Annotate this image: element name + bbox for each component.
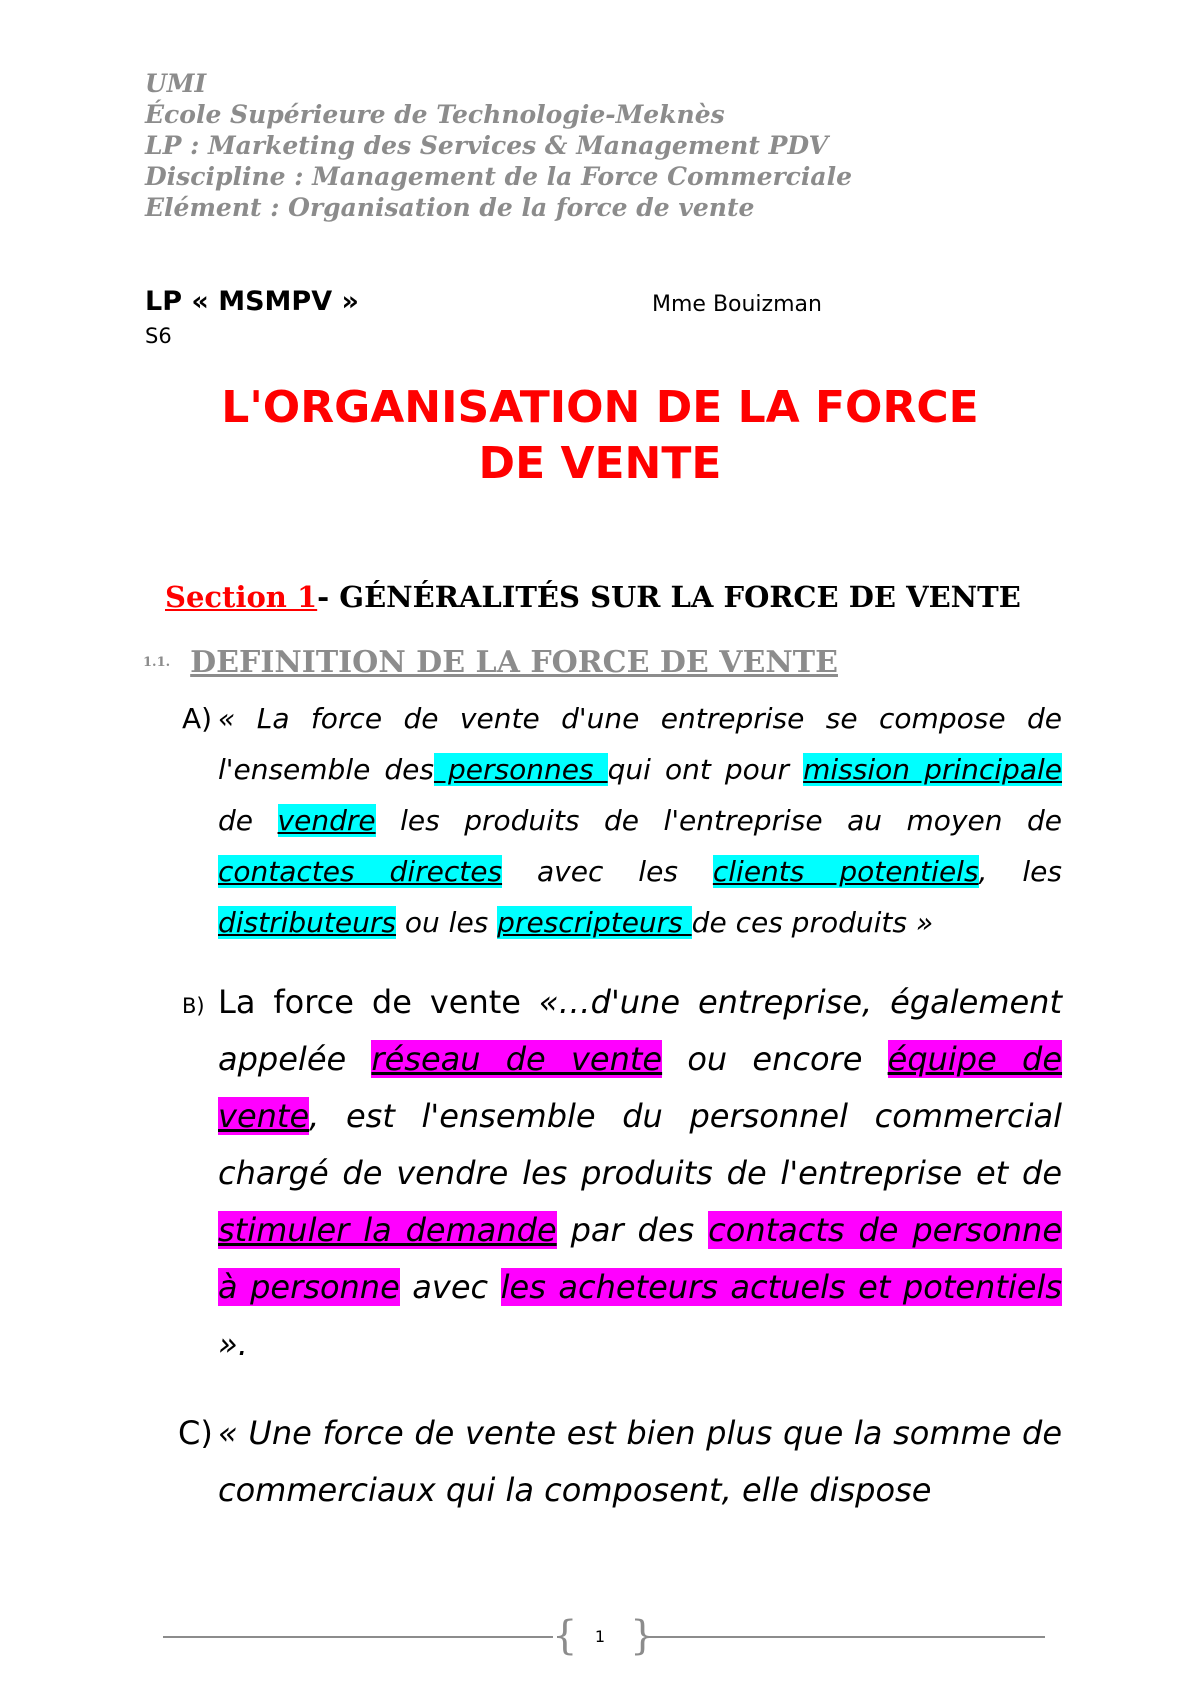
highlight-term: les acheteurs actuels et potentiels — [500, 1268, 1063, 1306]
definition-a — [182, 693, 1063, 948]
highlight-term: équipe de vente — [218, 1040, 1063, 1135]
semester: S6 — [145, 324, 172, 348]
highlight-term: mission principale — [803, 753, 1062, 786]
definition-a-text: qui ont pour — [607, 753, 804, 786]
highlight-term: distributeurs — [218, 906, 396, 939]
definition-a-text: ou les — [395, 906, 498, 939]
definition-b-text: ou encore — [662, 1040, 888, 1078]
definition-b-text: , est l'ensemble du personnel commercial chargé de vendre les produits de l'entreprise et de — [218, 1097, 1062, 1192]
header-line-discipline: Discipline : Management de la Force Commerciale — [145, 162, 853, 191]
page-number-bracket-right: } — [630, 1613, 656, 1659]
header-line-school: École Supérieure de Technologie-Meknès — [145, 100, 725, 129]
highlight-term: clients potentiels — [712, 855, 979, 888]
definition-c-label: C) — [178, 1414, 213, 1452]
teacher-name: Mme Bouizman — [652, 292, 822, 317]
highlight-term: contacts de personne à personne — [218, 1211, 1063, 1306]
highlight-term: vendre — [277, 804, 376, 837]
subsection-heading — [143, 645, 838, 680]
section-heading — [165, 580, 1021, 614]
section-number: Section 1 — [165, 580, 318, 614]
page-number-bracket-left: { — [552, 1613, 578, 1659]
section-title: - GÉNÉRALITÉS SUR LA FORCE DE VENTE — [317, 580, 1021, 614]
definition-c — [178, 1405, 1062, 1519]
definition-a-text: avec les — [502, 855, 713, 888]
definition-b-text: par des — [556, 1211, 709, 1249]
subsection-title: DEFINITION DE LA FORCE DE VENTE — [190, 645, 838, 680]
header-line-element: Elément : Organisation de la force de vente — [145, 193, 755, 222]
title-line-2: DE VENTE — [478, 438, 722, 489]
definition-a-text: « La force de vente d'une entreprise se compose de l'ensemble des — [218, 702, 1062, 786]
definition-a-text: de ces produits » — [691, 906, 934, 939]
definition-b — [182, 974, 1063, 1373]
definition-b-text: avec — [399, 1268, 501, 1306]
definition-c-text: « Une force de vente est bien plus que la somme de commerciaux qui la composent, elle dispose — [218, 1414, 1062, 1509]
header-line-university: UMI — [145, 69, 207, 98]
definition-b-text: «…d'une entreprise, également appelée — [218, 983, 1063, 1078]
highlight-term: prescripteurs — [497, 906, 692, 939]
header-line-program: LP : Marketing des Services & Management PDV — [145, 131, 829, 160]
highlight-term: réseau de vente — [371, 1040, 663, 1078]
definition-a-text: de — [218, 804, 278, 837]
definition-b-text: ». — [218, 1325, 248, 1363]
definition-a-text: , les — [978, 855, 1062, 888]
definition-b-text: La force de vente — [218, 983, 539, 1021]
document-header — [145, 68, 852, 223]
subsection-number: 1.1. — [143, 655, 171, 670]
definition-a-label: A) — [182, 702, 213, 735]
footer-rule-left — [163, 1636, 553, 1638]
footer-rule-right — [647, 1636, 1045, 1638]
highlight-term: contactes directes — [218, 855, 503, 888]
highlight-term: personnes — [433, 753, 608, 786]
page-number: 1 — [594, 1627, 606, 1646]
title-line-1: L'ORGANISATION DE LA FORCE — [221, 382, 979, 433]
course-code: LP « MSMPV » — [145, 286, 359, 317]
definition-b-label: B) — [182, 994, 205, 1018]
definition-a-text: les produits de l'entreprise au moyen de — [375, 804, 1063, 837]
document-title — [150, 380, 1050, 492]
highlight-term: stimuler la demande — [218, 1211, 557, 1249]
